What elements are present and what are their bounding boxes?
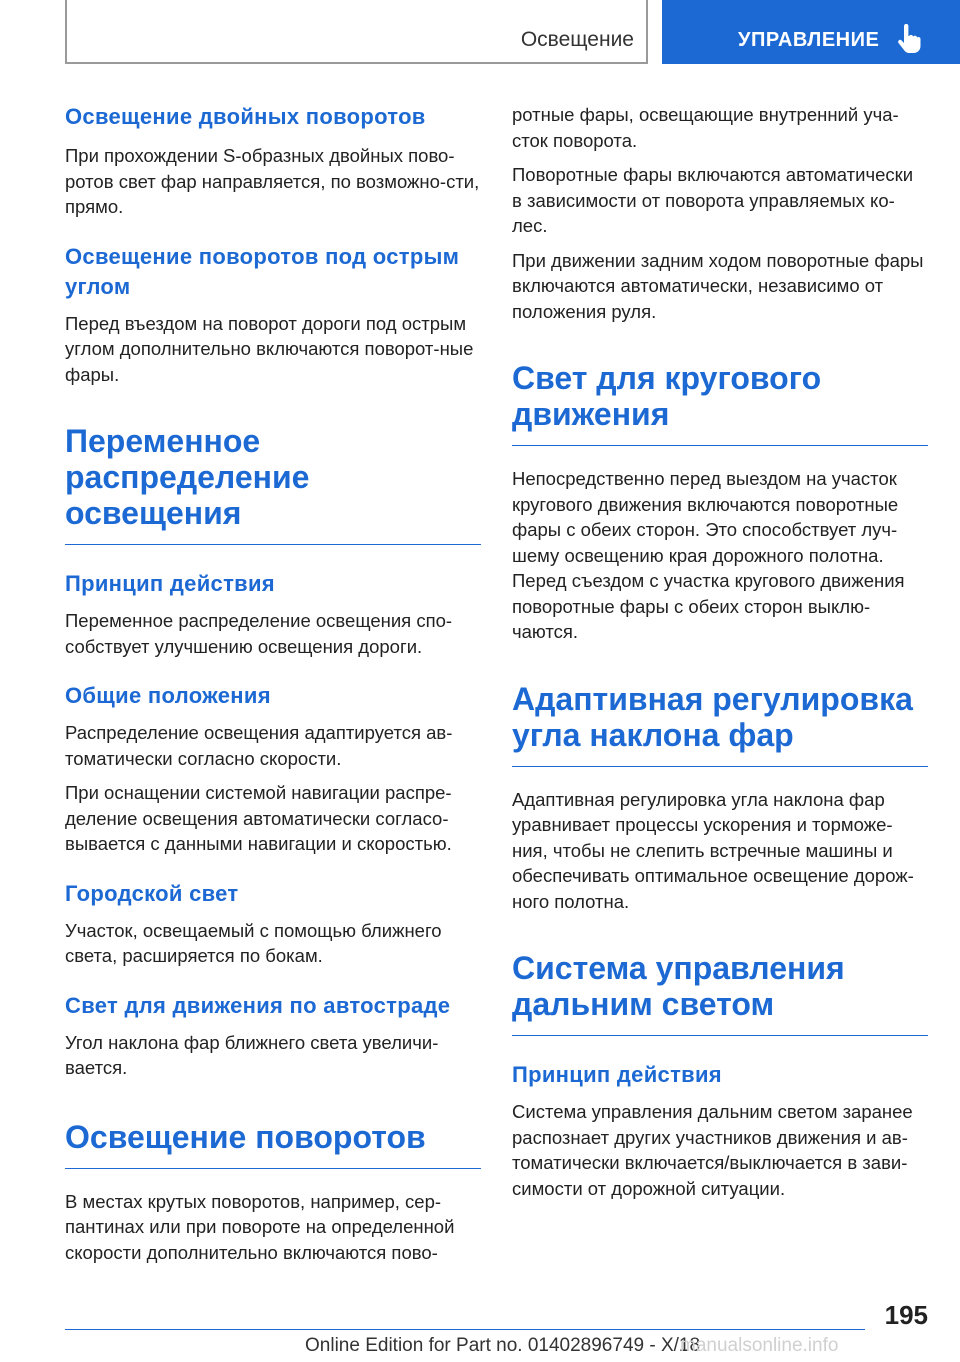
paragraph-roundabout-light: Непосредственно перед выездом на участок кругового движения включаются поворотные фары с обеих сторон. Это способствует луч-шему освещению края дорожного полотна. Перед съездом с участка кругового движения поворотные фары с обеих сторон выклю-чаются.	[512, 468, 905, 642]
header-tab-control[interactable]	[662, 0, 960, 64]
heading-principle-2: Принцип действия	[512, 1062, 722, 1087]
header-tab-label: УПРАВЛЕНИЕ	[738, 29, 880, 51]
paragraph-cornering-auto: Поворотные фары включаются автоматически в зависимости от поворота управляемых ко-лес.	[512, 164, 914, 236]
section-rule	[512, 1035, 928, 1036]
heading-variable-distribution: Переменное распределение освещения	[65, 423, 310, 531]
paragraph-general-a: Распределение освещения адаптируется ав-томатически согласно скорости.	[65, 722, 453, 769]
heading-roundabout-light: Свет для кругового движения	[512, 360, 822, 432]
paragraph-cornering-reverse: При движении задним ходом поворотные фары включаются автоматически, независимо от положения руля.	[512, 249, 924, 322]
paragraph-sharp-turns: Перед въездом на поворот дороги под острым углом дополнительно включаются поворот-ные фары.	[65, 312, 474, 385]
heading-cornering-light: Освещение поворотов	[65, 1118, 426, 1155]
paragraph-cornering-cont: ротные фары, освещающие внутренний уча-сток поворота.	[512, 104, 899, 151]
header-section-box	[65, 0, 648, 64]
heading-adaptive-leveling: Адаптивная регулировка угла наклона фар	[512, 680, 913, 753]
paragraph-high-beam-assist: Система управления дальним светом заранее распознает других участников движения и ав-томатически включается/выключается в зави-симости от дорожной ситуации.	[512, 1101, 913, 1199]
hand-pointer-icon	[896, 24, 922, 54]
heading-high-beam-assist: Система управления дальним светом	[512, 950, 845, 1022]
heading-sharp-turns: Освещение поворотов под острым углом	[65, 243, 460, 299]
paragraph-principle: Переменное распределение освещения спо-собствует улучшению освещения дороги.	[65, 610, 453, 657]
left-column	[65, 102, 481, 1265]
footer-rule	[65, 1329, 865, 1330]
paragraph-double-turns: При прохождении S-образных двойных пово-ротов свет фар направляется, по возможно-сти, прямо.	[65, 145, 480, 217]
heading-principle: Принцип действия	[65, 571, 275, 596]
section-rule	[512, 766, 928, 767]
section-rule	[65, 544, 481, 545]
heading-city-light: Городской свет	[65, 880, 239, 906]
paragraph-motorway-light: Угол наклона фар ближнего света увеличи-вается.	[65, 1031, 439, 1078]
heading-motorway-light: Свет для движения по автостраде	[65, 992, 451, 1018]
footer-watermark: manualsonline.info	[680, 1335, 839, 1356]
section-rule	[512, 445, 928, 446]
section-rule	[65, 1168, 481, 1169]
page-number: 195	[884, 1300, 928, 1330]
heading-general: Общие положения	[65, 683, 271, 708]
footer-edition: Online Edition for Part no. 01402896749 - X/18	[305, 1335, 701, 1356]
right-column	[512, 102, 928, 1201]
header-section-title: Освещение	[520, 28, 634, 51]
paragraph-adaptive-leveling: Адаптивная регулировка угла наклона фар уравнивает процессы ускорения и торможе-ния, чтобы не слепить встречные машины и обеспечивать оптимальное освещение дорож-ного полотна.	[512, 788, 914, 912]
heading-double-turns: Освещение двойных поворотов	[65, 104, 426, 129]
paragraph-general-b: При оснащении системой навигации распре-деление освещения автоматически согласо-вывается с данными навигации и скоростью.	[65, 782, 452, 854]
paragraph-city-light: Участок, освещаемый с помощью ближнего света, расширяется по бокам.	[65, 919, 442, 966]
paragraph-cornering-light: В местах крутых поворотов, например, сер-пантинах или при повороте на определенной скорости дополнительно включаются пово-	[65, 1190, 455, 1263]
